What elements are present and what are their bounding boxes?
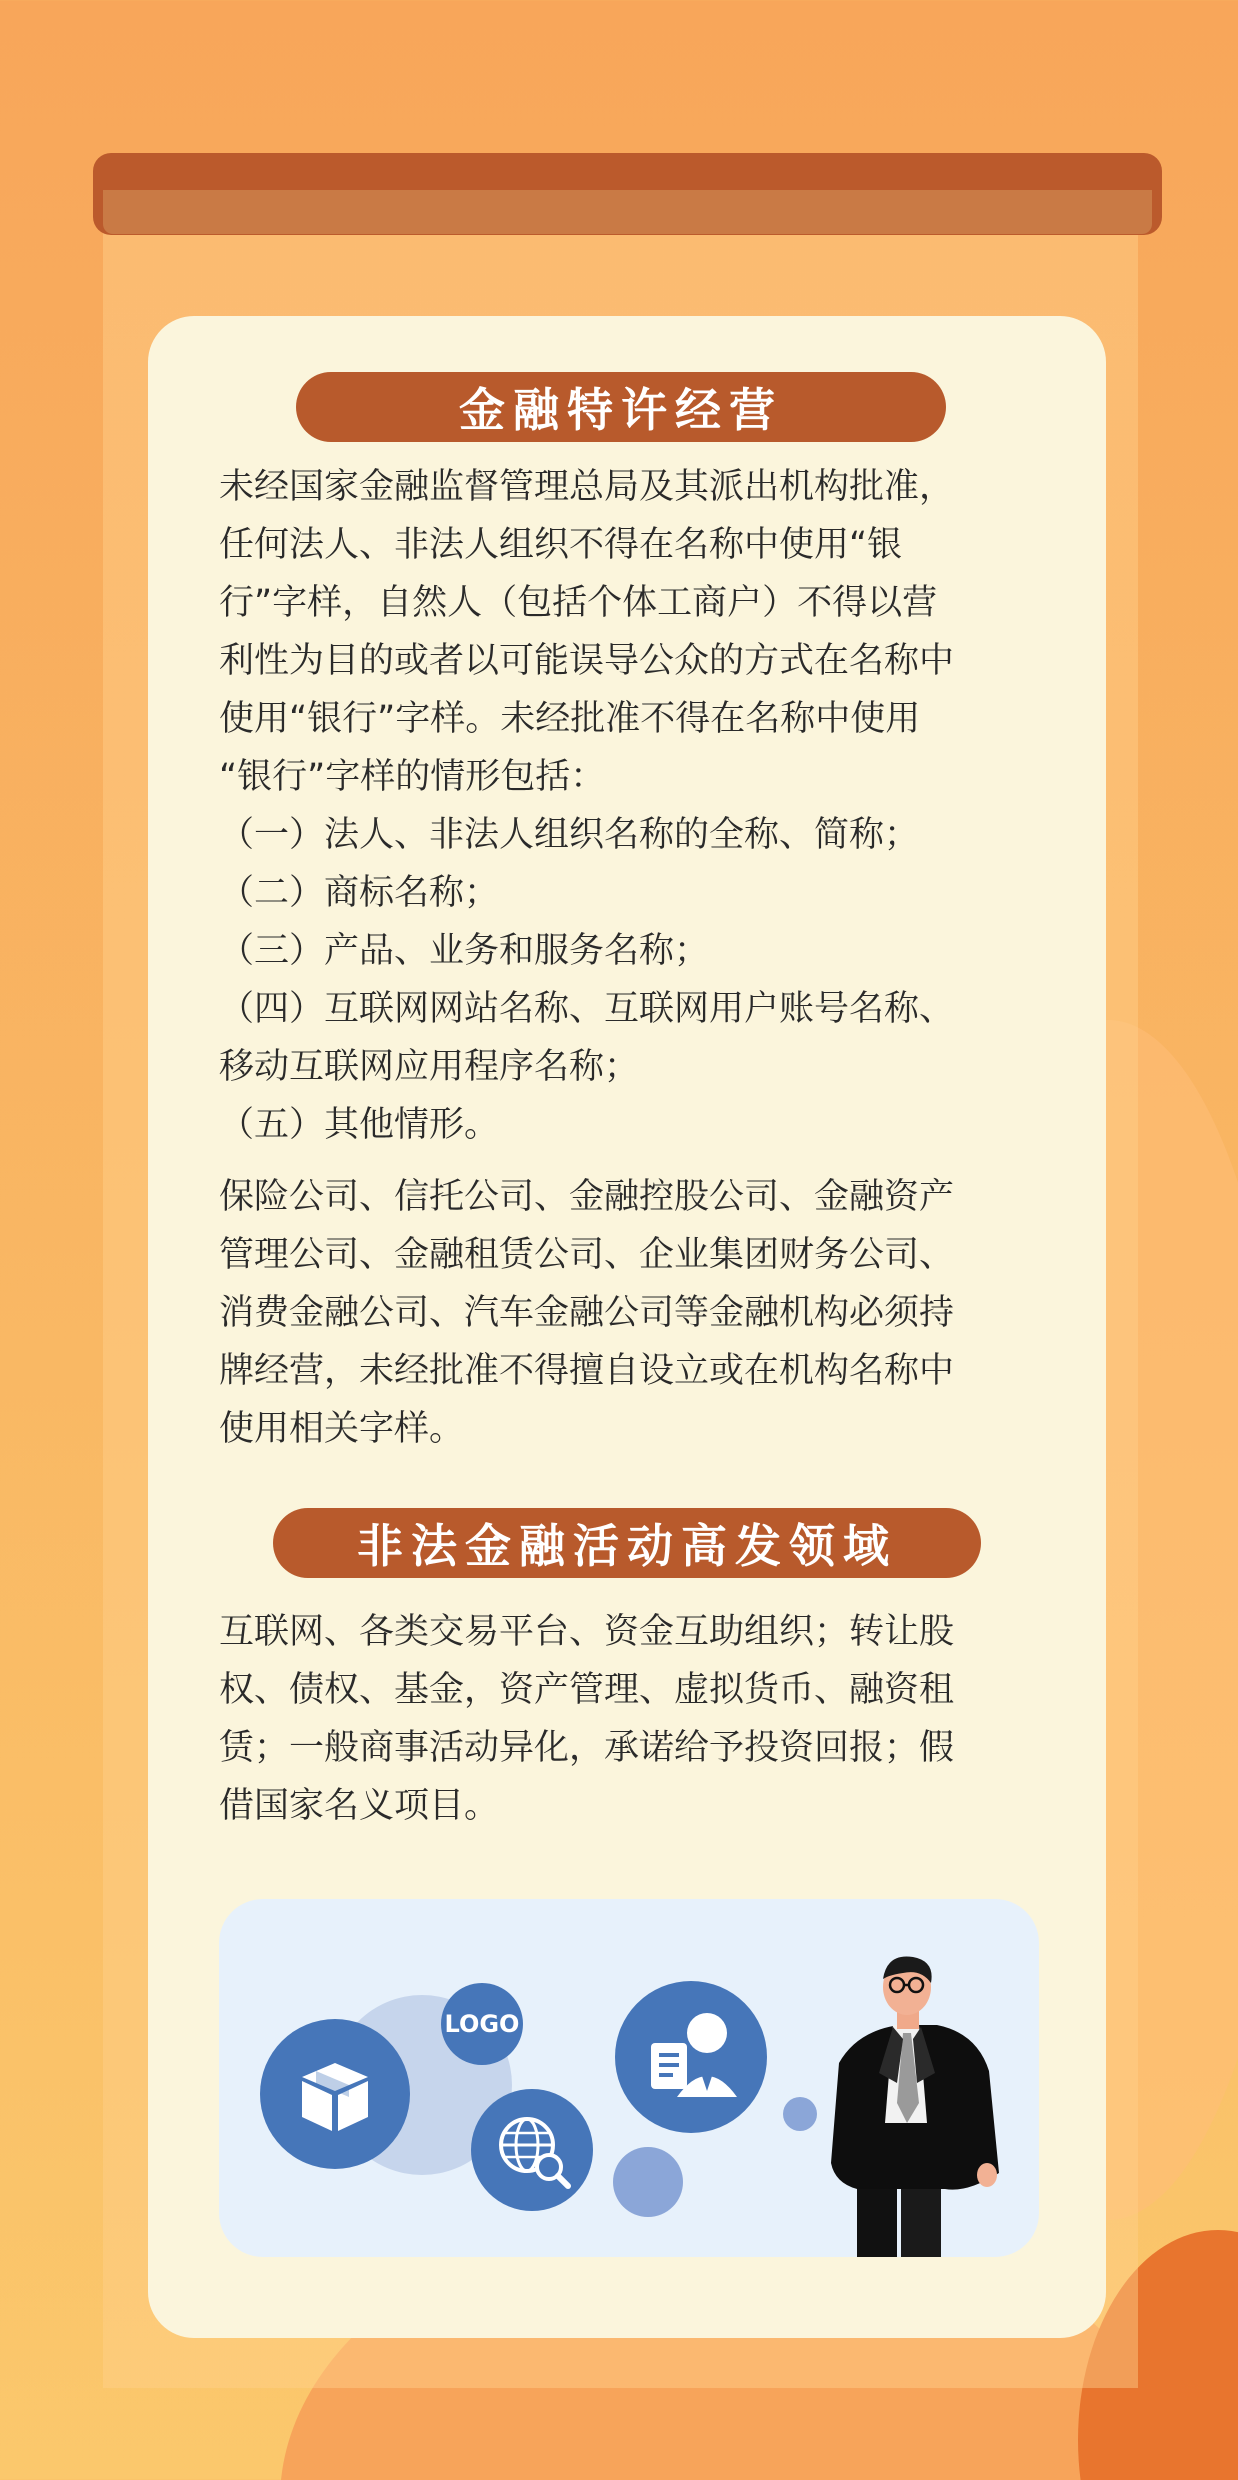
list-item: （三）产品、业务和服务名称；: [219, 931, 710, 971]
text-line: 赁；一般商事活动异化，承诺给予投资回报；假: [219, 1728, 955, 1768]
text-line: 保险公司、信托公司、金融控股公司、金融资产: [219, 1177, 955, 1217]
logo-badge: [441, 1983, 523, 2065]
decorative-dot: [783, 2097, 817, 2131]
text-line: 利性为目的或者以可能误导公众的方式在名称中: [219, 641, 955, 681]
text-line: 使用“银行”字样。未经批准不得在名称中使用: [219, 699, 921, 739]
text-line: 未经国家金融监督管理总局及其派出机构批准，: [219, 467, 955, 507]
text-line: 权、债权、基金，资产管理、虚拟货币、融资租: [219, 1670, 955, 1710]
illegal-finance-paragraph: [219, 1603, 1041, 1835]
text-line: 牌经营，未经批准不得擅自设立或在机构名称中: [219, 1351, 955, 1391]
list-item: （一）法人、非法人组织名称的全称、简称；: [219, 815, 920, 855]
text-line: 任何法人、非法人组织不得在名称中使用“银: [219, 525, 903, 565]
text-line: 管理公司、金融租赁公司、企业集团财务公司、: [219, 1235, 955, 1275]
franchise-paragraph-1: [219, 458, 1041, 1154]
businessman-figure: [817, 1953, 1017, 2257]
list-item: （五）其他情形。: [219, 1105, 500, 1145]
text-line: 消费金融公司、汽车金融公司等金融机构必须持: [219, 1293, 955, 1333]
list-item: （二）商标名称；: [219, 873, 500, 913]
text-line: 移动互联网应用程序名称；: [219, 1047, 640, 1087]
logo-text: LOGO: [444, 2010, 520, 2038]
list-item: （四）互联网网站名称、互联网用户账号名称、: [219, 989, 955, 1029]
user-document-icon: [615, 1981, 767, 2133]
text-line: 借国家名义项目。: [219, 1786, 500, 1826]
section-title-franchise: 金融特许经营: [296, 372, 946, 442]
package-icon: [260, 2019, 410, 2169]
text-line: “银行”字样的情形包括：: [219, 757, 606, 797]
franchise-paragraph-2: [219, 1168, 1041, 1458]
globe-search-icon: [471, 2089, 593, 2211]
scroll-header-shadow: [103, 190, 1152, 234]
text-line: 行”字样，自然人（包括个体工商户）不得以营: [219, 583, 938, 623]
decorative-dot: [613, 2147, 683, 2217]
text-line: 互联网、各类交易平台、资金互助组织；转让股: [219, 1612, 955, 1652]
illustration-panel: [219, 1899, 1039, 2257]
section-title-illegal-finance: 非法金融活动高发领域: [273, 1508, 981, 1578]
text-line: 使用相关字样。: [219, 1409, 465, 1449]
